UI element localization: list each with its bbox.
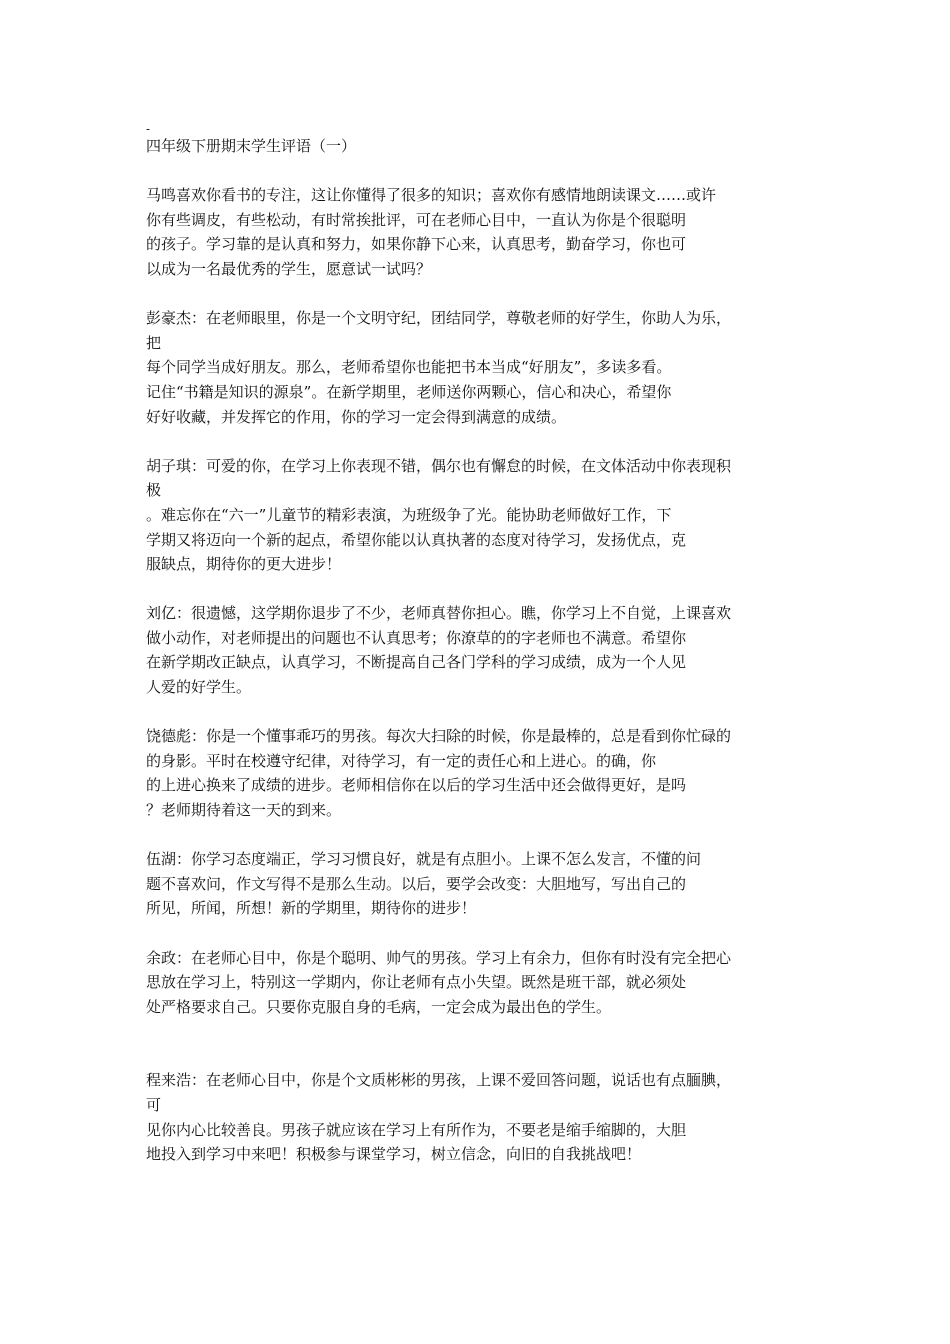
paragraph-line: 好好收藏，并发挥它的作用，你的学习一定会得到满意的成绩。 xyxy=(146,407,567,426)
paragraph-line: 做小动作，对老师提出的问题也不认真思考；你潦草的的字老师也不满意。希望你 xyxy=(146,628,687,647)
paragraph-line: 伍湖：你学习态度端正，学习习惯良好，就是有点胆小。上课不怎么发言，不懂的问 xyxy=(146,850,702,869)
document-title: 四年级下册期末学生评语（一） xyxy=(146,137,357,155)
paragraph-line: 学期又将迈向一个新的起点，希望你能以认真执著的态度对待学习，发扬优点，克 xyxy=(146,530,687,549)
paragraph-line: 余政：在老师心目中，你是个聪明、帅气的男孩。学习上有余力，但你有时没有完全把心 xyxy=(146,948,732,967)
comment-paragraph-huziqi xyxy=(146,454,816,577)
comment-paragraph-wuhu xyxy=(146,847,816,921)
paragraph-line: 见你内心比较善良。男孩子就应该在学习上有所作为，不要老是缩手缩脚的，大胆 xyxy=(146,1120,687,1139)
paragraph-line: 每个同学当成好朋友。那么，老师希望你也能把书本当成“好朋友”，多读多看。 xyxy=(146,358,672,377)
header-mark: - xyxy=(146,122,151,136)
paragraph-line: 饶德彪：你是一个懂事乖巧的男孩。每次大扫除的时候，你是最棒的，总是看到你忙碌的 xyxy=(146,727,732,746)
comment-paragraph-penghaojie xyxy=(146,306,816,429)
paragraph-line: 胡子琪：可爱的你，在学习上你表现不错，偶尔也有懈怠的时候，在文体活动中你表现积 xyxy=(146,456,732,475)
paragraph-line: 可 xyxy=(146,1095,162,1114)
paragraph-line: 的孩子。学习靠的是认真和努力，如果你静下心来，认真思考，勤奋学习，你也可 xyxy=(146,235,687,254)
paragraph-line: 人爱的好学生。 xyxy=(146,678,252,697)
paragraph-line: 彭豪杰：在老师眼里，你是一个文明守纪，团结同学，尊敬老师的好学生，你助人为乐， xyxy=(146,309,732,328)
comment-paragraph-chenglaihao xyxy=(146,1068,816,1166)
paragraph-line: 题不喜欢问，作文写得不是那么生动。以后，要学会改变：大胆地写，写出自己的 xyxy=(146,874,687,893)
document-body xyxy=(146,124,816,1191)
paragraph-line: 地投入到学习中来吧！积极参与课堂学习，树立信念，向旧的自我挑战吧！ xyxy=(146,1145,642,1164)
paragraph-line: 极 xyxy=(146,481,162,500)
paragraph-line: 刘亿：很遗憾，这学期你退步了不少，老师真替你担心。瞧，你学习上不自觉，上课喜欢 xyxy=(146,604,732,623)
comment-paragraph-raodebiao xyxy=(146,724,816,822)
paragraph-line: 你有些调皮，有些松动，有时常挨批评，可在老师心目中，一直认为你是个很聪明 xyxy=(146,210,687,229)
paragraph-line: 以成为一名最优秀的学生，愿意试一试吗？ xyxy=(146,259,432,278)
paragraph-line: 在新学期改正缺点，认真学习，不断提高自己各门学科的学习成绩，成为一个人见 xyxy=(146,653,687,672)
paragraph-line: 程来浩：在老师心目中，你是个文质彬彬的男孩，上课不爱回答问题，说话也有点腼腆， xyxy=(146,1071,732,1090)
paragraph-line: 记住“书籍是知识的源泉”。在新学期里，老师送你两颗心，信心和决心，希望你 xyxy=(146,382,672,401)
paragraph-line: 。难忘你在“六一”儿童节的精彩表演，为班级争了光。能协助老师做好工作，下 xyxy=(146,505,672,524)
paragraph-line: ？老师期待着这一天的到来。 xyxy=(146,801,342,820)
paragraph-line: 思放在学习上，特别这一学期内，你让老师有点小失望。既然是班干部，就必须处 xyxy=(146,973,687,992)
paragraph-line: 的身影。平时在校遵守纪律，对待学习，有一定的责任心和上进心。的确，你 xyxy=(146,751,657,770)
paragraph-line: 所见，所闻，所想！新的学期里，期待你的进步！ xyxy=(146,899,477,918)
paragraph-line: 处严格要求自己。只要你克服自身的毛病，一定会成为最出色的学生。 xyxy=(146,997,612,1016)
comment-paragraph-liuyi xyxy=(146,601,816,699)
comment-paragraph-yuzheng xyxy=(146,946,816,1020)
paragraph-line: 马鸣喜欢你看书的专注，这让你懂得了很多的知识；喜欢你有感情地朗读课文……或许 xyxy=(146,186,717,205)
paragraph-line: 服缺点，期待你的更大进步！ xyxy=(146,555,342,574)
paragraph-line: 把 xyxy=(146,333,162,352)
paragraph-line: 的上进心换来了成绩的进步。老师相信你在以后的学习生活中还会做得更好，是吗 xyxy=(146,776,687,795)
comment-paragraph-maming xyxy=(146,183,816,281)
